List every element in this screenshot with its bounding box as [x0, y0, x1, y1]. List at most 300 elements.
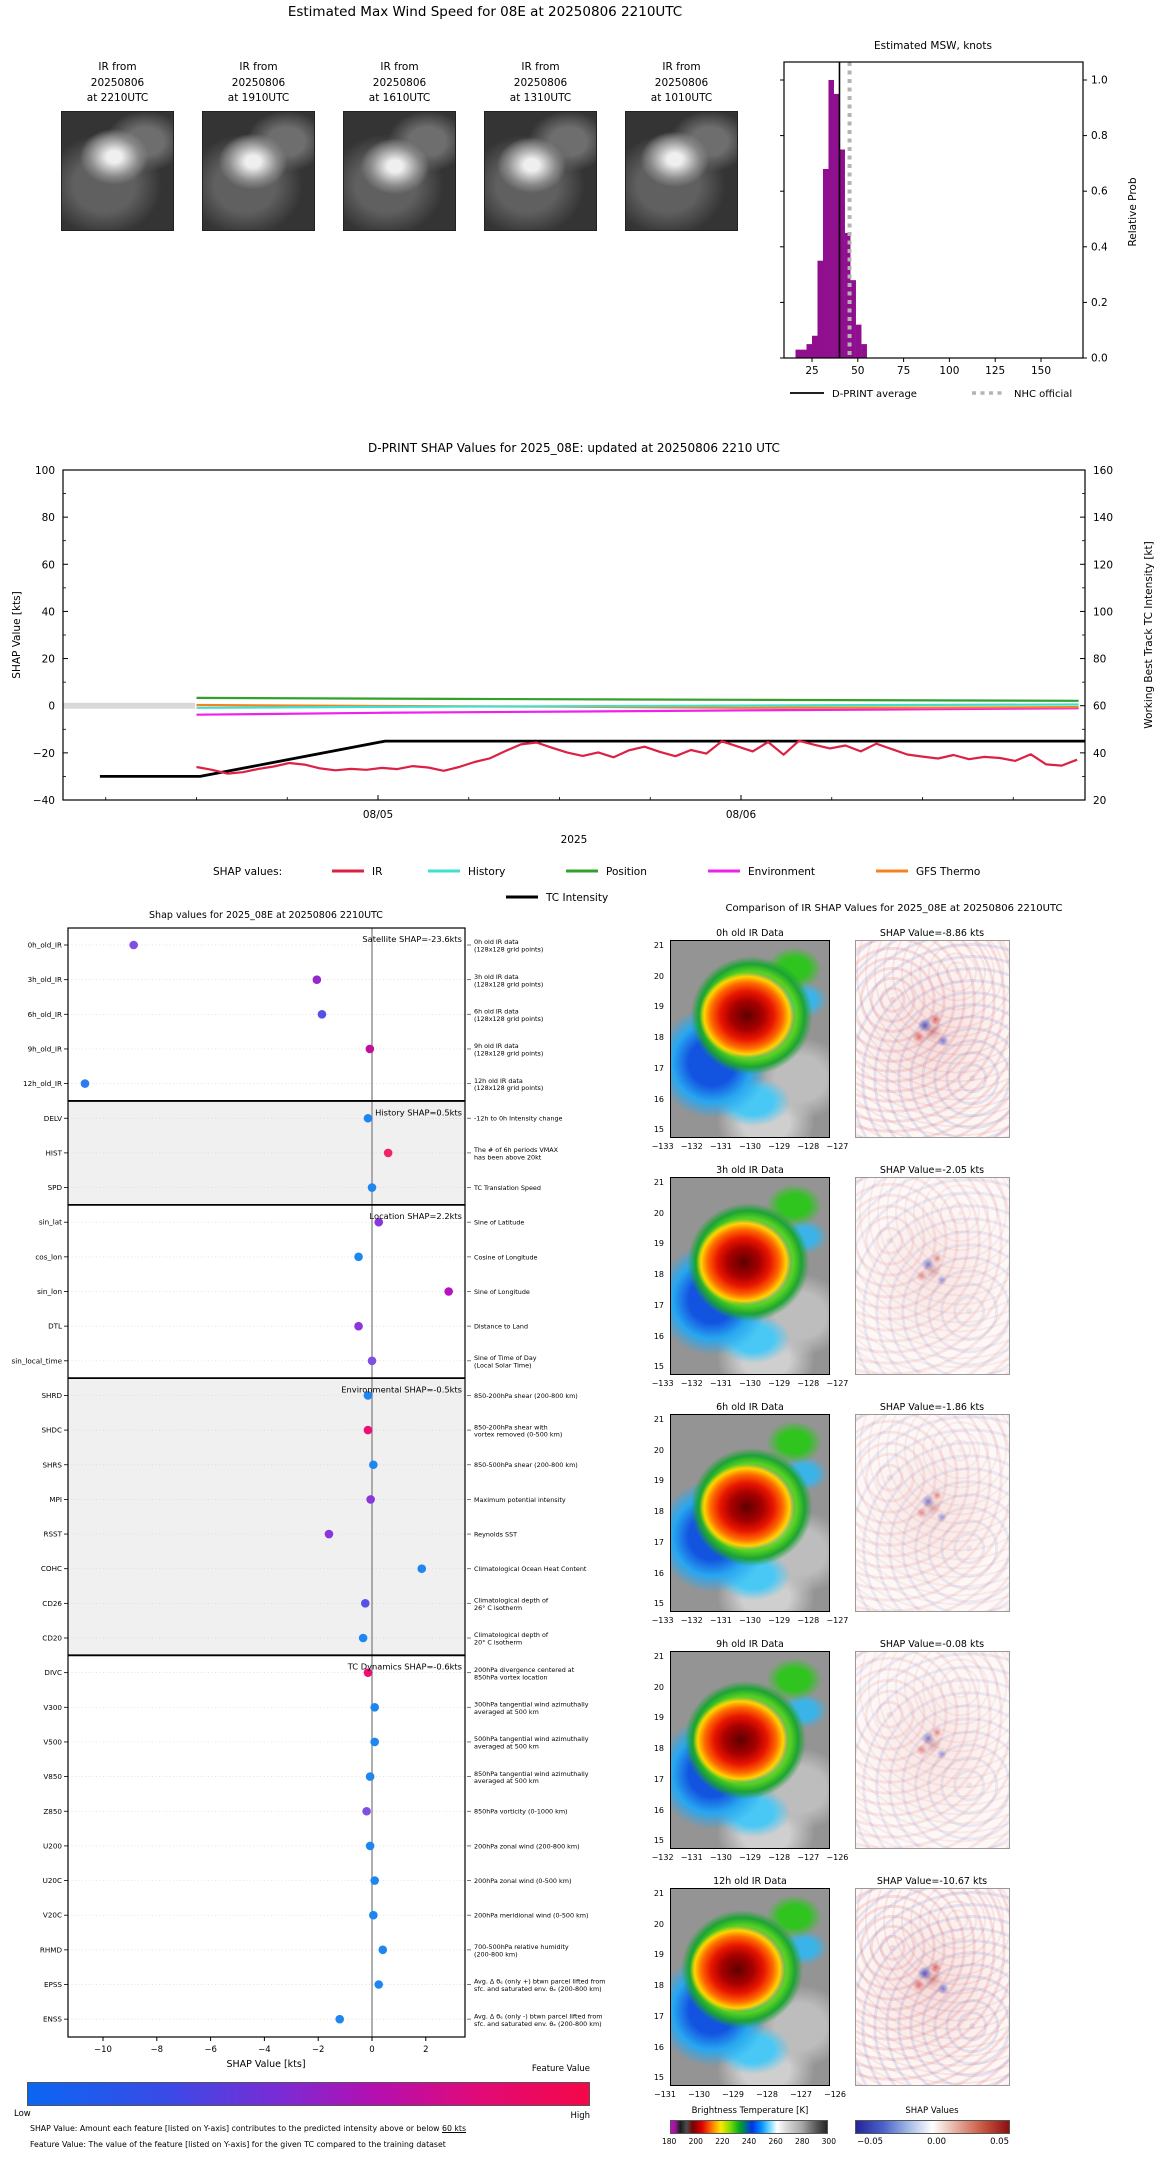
- dot-feature-name: U20C: [42, 1876, 62, 1886]
- ir-thumbnail-label-line: at 1610UTC: [368, 92, 431, 104]
- lon-tick-label: −127: [790, 2090, 812, 2099]
- ts-xtick-label: 08/06: [725, 809, 757, 821]
- dot-feature-name: COHC: [40, 1564, 62, 1574]
- dot-xtick-label: −4: [258, 2045, 271, 2055]
- lat-tick-label: 20: [653, 1919, 664, 1929]
- ir-thumbnail-label-line: at 2210UTC: [86, 92, 149, 104]
- lon-tick-label: −127: [826, 1379, 849, 1388]
- lon-tick-label: −132: [651, 1853, 674, 1862]
- dot-feature-name: sin_local_time: [11, 1356, 62, 1366]
- ts-ytick-label-left: 60: [41, 559, 55, 572]
- ts-ytick-label-right: 140: [1093, 512, 1114, 525]
- ts-ytick-label-right: 100: [1093, 606, 1114, 619]
- ir-data-title: 3h old IR Data: [716, 1165, 784, 1176]
- bt-tick-label: 180: [662, 2137, 677, 2146]
- feature-value-colorbar: [27, 2082, 590, 2106]
- lon-tick-label: −127: [826, 1616, 849, 1625]
- dot-feature-desc: The # of 6h periods VMAX has been above 20kt: [474, 1146, 558, 1162]
- dot-feature-name: CD20: [42, 1633, 62, 1643]
- lat-tick-label: 16: [653, 2042, 664, 2052]
- ir-thumbnail: [343, 60, 456, 231]
- dot-feature-name: cos_lon: [35, 1252, 62, 1262]
- lon-tick-label: −128: [797, 1142, 820, 1151]
- dot-point-3h_old_IR: [313, 975, 322, 984]
- lat-tick-label: 21: [653, 1415, 664, 1424]
- lat-tick-label: 20: [653, 971, 664, 981]
- hist-bar: [834, 94, 839, 358]
- hist-bar: [817, 261, 822, 358]
- dot-feature-name: DIVC: [44, 1668, 62, 1678]
- ir-data-image: [670, 1177, 830, 1375]
- dot-feature-name: ENSS: [42, 2014, 62, 2024]
- ir-thumbnail-label-line: at 1310UTC: [509, 92, 572, 104]
- lon-tick-label: −133: [651, 1379, 674, 1388]
- dotplot-title: Shap values for 2025_08E at 20250806 2210UTC: [149, 910, 383, 921]
- lat-tick-label: 18: [653, 1270, 664, 1280]
- lon-tick-label: −131: [680, 1853, 703, 1862]
- shap-value-image: [855, 1651, 1010, 1849]
- lon-tick-label: −130: [739, 1142, 761, 1151]
- lon-tick-label: −131: [709, 1616, 732, 1625]
- lat-tick-label: 19: [653, 1950, 664, 1960]
- shap-value-title: SHAP Value=-2.05 kts: [879, 1165, 985, 1176]
- shap-value-title: SHAP Value=-8.86 kts: [879, 928, 985, 939]
- dot-feature-desc: Avg. Δ θₑ (only +) btwn parcel lifted from sfc. and saturated env. θₑ (200-800 km): [474, 1977, 606, 1994]
- lat-tick-label: 19: [653, 1476, 664, 1486]
- ts-ytick-label-right: 120: [1093, 559, 1114, 572]
- hist-bar: [856, 325, 861, 358]
- ts-ytick-label-left: 40: [41, 606, 55, 619]
- ir-thumbnail-label: [61, 60, 174, 107]
- bt-tick-label: 240: [741, 2137, 757, 2146]
- bt-tick-label: 280: [795, 2137, 810, 2146]
- footnote1-body: Amount each feature [listed on Y-axis] contributes to the predicted intensity above or below: [77, 2124, 442, 2133]
- hist-ytick-label: 0.4: [1091, 241, 1108, 254]
- dot-point-RHMD: [378, 1946, 387, 1955]
- hist-bar: [801, 350, 806, 358]
- ts-legend-label-GFS Thermo: GFS Thermo: [916, 866, 981, 878]
- dot-point-EPSS: [374, 1980, 383, 1989]
- shap-value-title: SHAP Value=-1.86 kts: [879, 1402, 985, 1413]
- dot-xtick-label: −2: [311, 2045, 325, 2055]
- lon-tick-label: −126: [826, 1853, 849, 1862]
- dot-point-HIST: [384, 1149, 393, 1158]
- timeseries-xlabel: 2025: [560, 834, 588, 846]
- dot-feature-name: V20C: [42, 1910, 62, 1920]
- ir-thumbnail-label: [343, 60, 456, 107]
- hist-xtick-label: 50: [851, 365, 865, 377]
- footnote2-body: The value of the feature [listed on Y-axis] for the given TC compared to the training dataset: [85, 2140, 446, 2149]
- dot-feature-desc: -12h to 0h Intensity change: [474, 1114, 563, 1123]
- shap-value-image: [855, 1414, 1010, 1612]
- bt-colorbar: [670, 2120, 828, 2134]
- ir-data-title: 12h old IR Data: [713, 1876, 787, 1887]
- ir-thumbnail-label-line: 20250806: [513, 76, 568, 89]
- hist-ytick-label: 0.2: [1091, 296, 1108, 309]
- ir-thumbnail-image: [61, 111, 174, 231]
- lon-tick-row: [648, 1616, 852, 1625]
- hist-xtick-label: 100: [939, 365, 960, 377]
- hist-xtick-label: 150: [1030, 365, 1052, 377]
- lat-tick-label: 19: [653, 1239, 664, 1249]
- lat-tick-label: 21: [653, 1178, 664, 1187]
- ir-thumbnail-image: [484, 111, 597, 231]
- lat-tick-label: 15: [653, 2073, 664, 2083]
- dot-point-V850: [366, 1772, 375, 1781]
- shap-value-title: SHAP Value=-0.08 kts: [879, 1639, 985, 1650]
- dot-feature-desc: 6h old IR data (128x128 grid points): [474, 1007, 544, 1023]
- hist-xtick-label: 125: [985, 365, 1006, 377]
- dot-feature-name: sin_lat: [38, 1217, 62, 1227]
- hist-xtick-label: 75: [896, 365, 911, 377]
- dot-feature-desc: Avg. Δ θₑ (only -) btwn parcel lifted from sfc. and saturated env. θₑ (200-800 km): [474, 2012, 603, 2028]
- lon-tick-label: −130: [709, 1853, 732, 1862]
- lon-tick-label: −133: [651, 1616, 674, 1625]
- dot-feature-name: HIST: [45, 1148, 62, 1158]
- dot-feature-name: CD26: [42, 1598, 62, 1608]
- feature-value-footnote: [30, 2140, 446, 2149]
- dot-feature-name: V850: [43, 1772, 62, 1782]
- ir-data-image: [670, 1651, 830, 1849]
- dot-point-MPI: [366, 1495, 375, 1504]
- lat-tick-label: 20: [653, 1445, 664, 1455]
- ir-thumbnail: [202, 60, 315, 231]
- lon-tick-label: −126: [824, 2090, 846, 2099]
- bt-colorbar-title: Brightness Temperature [K]: [691, 2106, 809, 2116]
- dot-feature-name: 6h_old_IR: [27, 1009, 62, 1019]
- bt-tick-label: 220: [715, 2137, 730, 2146]
- histogram-plot-area: [780, 62, 1108, 377]
- ir-data-image: [670, 940, 830, 1138]
- ir-thumbnail-label-line: 20250806: [372, 76, 427, 89]
- dot-feature-name: SHDC: [41, 1425, 62, 1435]
- dot-feature-desc: 850hPa vorticity (0-1000 km): [474, 1807, 568, 1816]
- lat-tick-label: 18: [653, 1744, 664, 1754]
- dot-feature-desc: Maximum potential intensity: [474, 1495, 566, 1504]
- dot-point-COHC: [417, 1564, 426, 1573]
- timeseries-ylabel-right: Working Best Track TC Intensity [kt]: [1143, 541, 1155, 729]
- lat-tick-label: 17: [653, 1537, 664, 1547]
- dot-feature-desc: 3h old IR data (128x128 grid points): [474, 972, 544, 989]
- ts-xtick-label: 08/05: [362, 809, 394, 821]
- feature-value-low-label: Low: [14, 2109, 31, 2119]
- dot-feature-desc: 200hPa divergence centered at 850hPa vortex location: [474, 1665, 575, 1682]
- lon-tick-label: −132: [680, 1142, 703, 1151]
- page-title: Estimated Max Wind Speed for 08E at 20250806 2210UTC: [287, 4, 683, 20]
- lat-tick-label: 18: [653, 1033, 664, 1043]
- ir-thumbnail-label-line: IR from: [521, 61, 560, 73]
- ir-data-title: 9h old IR Data: [716, 1639, 784, 1650]
- hist-ytick-label: 0.6: [1091, 185, 1108, 198]
- ts-ytick-label-left: −40: [32, 795, 55, 807]
- ir-thumbnail-label-line: 20250806: [231, 76, 286, 89]
- dot-section-label: History SHAP=0.5kts: [375, 1107, 462, 1118]
- dot-point-0h_old_IR: [129, 941, 138, 950]
- dot-feature-desc: 300hPa tangential wind azimuthally averaged at 500 km: [474, 1700, 589, 1716]
- dot-feature-desc: Distance to Land: [474, 1322, 529, 1331]
- dot-feature-desc: 9h old IR data (128x128 grid points): [474, 1042, 544, 1058]
- timeseries-legend-title: SHAP values:: [213, 866, 283, 878]
- dot-section-label: Location SHAP=2.2kts: [369, 1211, 462, 1222]
- ir-data-title: 0h old IR Data: [716, 928, 784, 939]
- dot-point-Z850: [362, 1807, 371, 1816]
- lat-tick-label: 17: [653, 1063, 664, 1073]
- shap-colorbar-title: SHAP Values: [905, 2106, 959, 2116]
- dot-feature-name: 3h_old_IR: [27, 975, 62, 985]
- dot-feature-desc: 850-500hPa shear (200-800 km): [474, 1461, 578, 1470]
- ts-series-IR: [197, 741, 1078, 774]
- ir-data-image: [670, 1414, 830, 1612]
- lon-tick-label: −129: [768, 1379, 791, 1388]
- ir-thumbnail-label-line: at 1910UTC: [227, 92, 290, 104]
- dot-feature-desc: Reynolds SST: [474, 1530, 518, 1539]
- msw-histogram-chart: [690, 20, 1168, 420]
- lon-tick-label: −130: [739, 1379, 761, 1388]
- lon-tick-label: −131: [709, 1379, 732, 1388]
- dot-point-SPD: [368, 1183, 377, 1192]
- footnote1-label: SHAP Value:: [30, 2124, 78, 2133]
- lat-tick-label: 17: [653, 1774, 664, 1784]
- lat-tick-label: 17: [653, 1300, 664, 1310]
- dot-xtick-label: 2: [423, 2045, 429, 2055]
- dot-feature-desc: 200hPa meridional wind (0-500 km): [474, 1911, 589, 1920]
- lat-tick-label: 20: [653, 1682, 664, 1692]
- ts-legend-label-History: History: [468, 866, 506, 878]
- dot-point-RSST: [325, 1530, 334, 1539]
- dot-point-SHDC: [364, 1426, 373, 1435]
- comparison-panel-title: Comparison of IR SHAP Values for 2025_08E at 20250806 2210UTC: [725, 903, 1063, 914]
- lat-tick-label: 15: [653, 1362, 664, 1372]
- dot-feature-name: EPSS: [43, 1980, 62, 1989]
- dot-point-U200: [366, 1842, 375, 1851]
- lat-tick-label: 16: [653, 1094, 664, 1104]
- footnote2-label: Feature Value:: [30, 2140, 86, 2149]
- hist-ytick-label: 0.0: [1091, 352, 1108, 365]
- lon-tick-label: −132: [680, 1616, 703, 1625]
- lat-tick-label: 21: [653, 941, 664, 950]
- ts-legend-label-IR: IR: [372, 866, 383, 878]
- ir-thumbnail: [61, 60, 174, 231]
- hist-ytick-label: 1.0: [1091, 74, 1108, 87]
- lon-tick-label: −129: [768, 1142, 791, 1151]
- dot-feature-name: DTL: [48, 1321, 62, 1331]
- dot-feature-desc: 0h old IR data (128x128 grid points): [474, 938, 544, 954]
- lon-tick-label: −133: [651, 1142, 674, 1151]
- lon-tick-row: [648, 1142, 852, 1151]
- dot-point-sin_lon: [444, 1287, 453, 1296]
- lat-tick-label: 17: [653, 2011, 664, 2021]
- feature-value-colorbar-label: Feature Value: [531, 2064, 590, 2074]
- shap-colorbar: [855, 2120, 1010, 2134]
- dot-feature-name: V300: [43, 1702, 62, 1712]
- hist-bar: [823, 169, 828, 358]
- dot-point-DTL: [354, 1322, 363, 1331]
- lon-tick-label: −128: [768, 1853, 791, 1862]
- timeseries-ylabel-left: SHAP Value [kts]: [11, 591, 23, 679]
- shap-value-image: [855, 1888, 1010, 2086]
- hist-xtick-label: 25: [805, 365, 819, 377]
- shap-value-footnote: [30, 2124, 466, 2133]
- dot-feature-desc: 850-200hPa shear (200-800 km): [474, 1391, 578, 1400]
- ts-ytick-label-right: 40: [1093, 747, 1107, 760]
- ts-series-Position: [197, 698, 1079, 701]
- shap-value-title: SHAP Value=-10.67 kts: [876, 1876, 988, 1887]
- dot-feature-desc: 700-500hPa relative humidity (200-800 km): [474, 1943, 569, 1959]
- lon-tick-label: −129: [722, 2090, 744, 2099]
- footnote1-underlined: 60 kts: [442, 2124, 467, 2133]
- lon-tick-row: [648, 1853, 852, 1862]
- dot-feature-desc: 850-200hPa shear with vortex removed (0-500 km): [474, 1423, 563, 1439]
- histogram-title: Estimated MSW, knots: [874, 40, 992, 52]
- hist-bar: [807, 344, 812, 358]
- ir-thumbnail-label-line: IR from: [662, 61, 701, 73]
- timeseries-title: D-PRINT SHAP Values for 2025_08E: updated at 20250806 2210 UTC: [368, 441, 780, 455]
- ts-ytick-label-right: 80: [1093, 653, 1107, 666]
- bt-tick-label: 300: [821, 2137, 836, 2146]
- dot-feature-desc: 500hPa tangential wind azimuthally averaged at 500 km: [474, 1735, 589, 1751]
- lat-tick-label: 19: [653, 1713, 664, 1723]
- dot-point-V20C: [369, 1911, 378, 1920]
- dot-point-CD26: [361, 1599, 370, 1608]
- hist-bar: [796, 350, 801, 358]
- dot-feature-name: 12h_old_IR: [23, 1079, 62, 1089]
- dot-feature-desc: 200hPa zonal wind (0-500 km): [474, 1876, 572, 1885]
- lat-tick-label: 19: [653, 1002, 664, 1012]
- shap-cb-tick-label: 0.05: [990, 2137, 1009, 2147]
- dot-feature-desc: Climatological Ocean Heat Content: [474, 1565, 587, 1574]
- dot-xtick-label: −10: [94, 2045, 112, 2055]
- shap-cb-tick-label: 0.00: [927, 2137, 947, 2147]
- shap-colorbar-ticks: [857, 2137, 1009, 2147]
- dot-section-label: Satellite SHAP=-23.6kts: [362, 934, 462, 944]
- ts-ytick-label-left: 100: [34, 465, 55, 477]
- ts-ytick-label-right: 60: [1093, 700, 1107, 713]
- histogram-ylabel: Relative Prob: [1127, 177, 1139, 247]
- lon-tick-label: −127: [797, 1853, 820, 1862]
- ir-thumbnail-label-line: 20250806: [90, 76, 145, 89]
- ir-thumbnail-label-line: at 1010UTC: [650, 92, 713, 104]
- dot-feature-name: RHMD: [39, 1945, 62, 1955]
- bt-colorbar-ticks: [662, 2137, 836, 2146]
- legend-nhc-official-label: NHC official: [1014, 389, 1073, 400]
- shap-value-image: [855, 940, 1010, 1138]
- lon-tick-label: −127: [826, 1142, 849, 1151]
- dot-feature-name: sin_lon: [37, 1287, 62, 1296]
- ts-ytick-label-left: 0: [48, 700, 55, 713]
- lon-tick-label: −129: [739, 1853, 761, 1862]
- lat-tick-label: 20: [653, 1208, 664, 1218]
- lon-tick-label: −128: [797, 1616, 820, 1625]
- dot-feature-desc: Cosine of Longitude: [474, 1253, 538, 1262]
- bt-tick-label: 260: [768, 2137, 783, 2146]
- ir-thumbnail-label-line: IR from: [380, 61, 419, 73]
- dot-feature-desc: Sine of Time of Day (Local Solar Time): [474, 1354, 537, 1370]
- lat-tick-label: 16: [653, 1331, 664, 1341]
- ir-thumbnail-label: [484, 60, 597, 107]
- shap-timeseries-chart: [0, 430, 1168, 920]
- dot-feature-desc: Sine of Longitude: [474, 1287, 530, 1296]
- ir-data-title: 6h old IR Data: [716, 1402, 784, 1413]
- dot-feature-desc: 200hPa zonal wind (200-800 km): [474, 1842, 580, 1851]
- lon-tick-label: −130: [688, 2090, 710, 2099]
- dot-point-6h_old_IR: [318, 1010, 327, 1019]
- dot-point-U20C: [370, 1876, 379, 1885]
- dot-point-9h_old_IR: [366, 1045, 375, 1054]
- lat-tick-label: 21: [653, 1652, 664, 1661]
- lon-tick-label: −128: [756, 2090, 778, 2099]
- lat-tick-label: 15: [653, 1599, 664, 1609]
- lat-tick-label: 15: [653, 1125, 664, 1135]
- dot-xtick-label: −6: [204, 2045, 217, 2055]
- dot-section-label: Environmental SHAP=-0.5kts: [341, 1384, 462, 1395]
- dot-point-CD20: [359, 1634, 368, 1643]
- dot-feature-desc: Sine of Latitude: [474, 1218, 525, 1227]
- dot-feature-desc: Climatological depth of 26° C isotherm: [474, 1596, 549, 1612]
- dot-feature-desc: 12h old IR data (128x128 grid points): [474, 1076, 544, 1093]
- lat-tick-label: 18: [653, 1507, 664, 1517]
- dot-section-band: [68, 1378, 465, 1655]
- ir-thumbnail: [484, 60, 597, 231]
- dot-point-sin_local_time: [368, 1357, 377, 1366]
- dot-feature-name: V500: [43, 1737, 62, 1747]
- hist-bar: [861, 344, 866, 358]
- dot-point-SHRS: [369, 1460, 378, 1469]
- hist-bar: [812, 336, 817, 358]
- ts-series-Environment: [197, 708, 1079, 714]
- ts-legend-label-Position: Position: [606, 866, 647, 878]
- lon-tick-label: −132: [680, 1379, 703, 1388]
- dot-feature-name: SHRS: [42, 1460, 62, 1470]
- dot-feature-name: SHRD: [41, 1390, 62, 1400]
- dot-feature-desc: Climatological depth of 20° C isotherm: [474, 1631, 549, 1647]
- dot-point-12h_old_IR: [81, 1079, 90, 1088]
- hist-ytick-label: 0.8: [1091, 130, 1108, 143]
- ir-thumbnail-image: [343, 111, 456, 231]
- hist-bar: [828, 80, 833, 358]
- dot-point-DELV: [364, 1114, 373, 1123]
- ir-thumbnail-label-line: IR from: [239, 61, 278, 73]
- ts-ytick-label-left: −20: [32, 747, 55, 760]
- dot-feature-desc: 850hPa tangential wind azimuthally averaged at 500 km: [474, 1769, 589, 1786]
- ts-ytick-label-right: 160: [1093, 465, 1114, 477]
- ts-axes-box: [63, 470, 1085, 800]
- lat-tick-label: 15: [653, 1836, 664, 1846]
- dotplot-plot-area: [12, 928, 606, 2055]
- dot-feature-name: DELV: [43, 1113, 62, 1123]
- shap-value-image: [855, 1177, 1010, 1375]
- ts-legend-label-TC Intensity: TC Intensity: [546, 892, 609, 904]
- lon-tick-row: [648, 2090, 852, 2099]
- dot-feature-name: SPD: [47, 1183, 62, 1193]
- hist-bar: [839, 150, 844, 359]
- dot-point-ENSS: [335, 2015, 344, 2024]
- dot-point-cos_lon: [354, 1253, 363, 1262]
- lon-tick-label: −129: [768, 1616, 791, 1625]
- ir-data-image: [670, 1888, 830, 2086]
- lon-tick-row: [648, 1379, 852, 1388]
- bt-tick-label: 200: [688, 2137, 703, 2146]
- lon-tick-label: −128: [797, 1379, 820, 1388]
- lat-tick-label: 18: [653, 1981, 664, 1991]
- ts-legend-label-Environment: Environment: [748, 866, 816, 878]
- dot-feature-name: 0h_old_IR: [27, 940, 62, 950]
- ir-thumbnail-label: [202, 60, 315, 107]
- shap-cb-tick-label: −0.05: [857, 2137, 884, 2147]
- dot-point-V300: [370, 1703, 379, 1712]
- dotplot-xlabel: SHAP Value [kts]: [226, 2059, 306, 2070]
- legend-dprint-average-label: D-PRINT average: [832, 389, 917, 400]
- shap-dotplot-chart: [0, 905, 606, 2085]
